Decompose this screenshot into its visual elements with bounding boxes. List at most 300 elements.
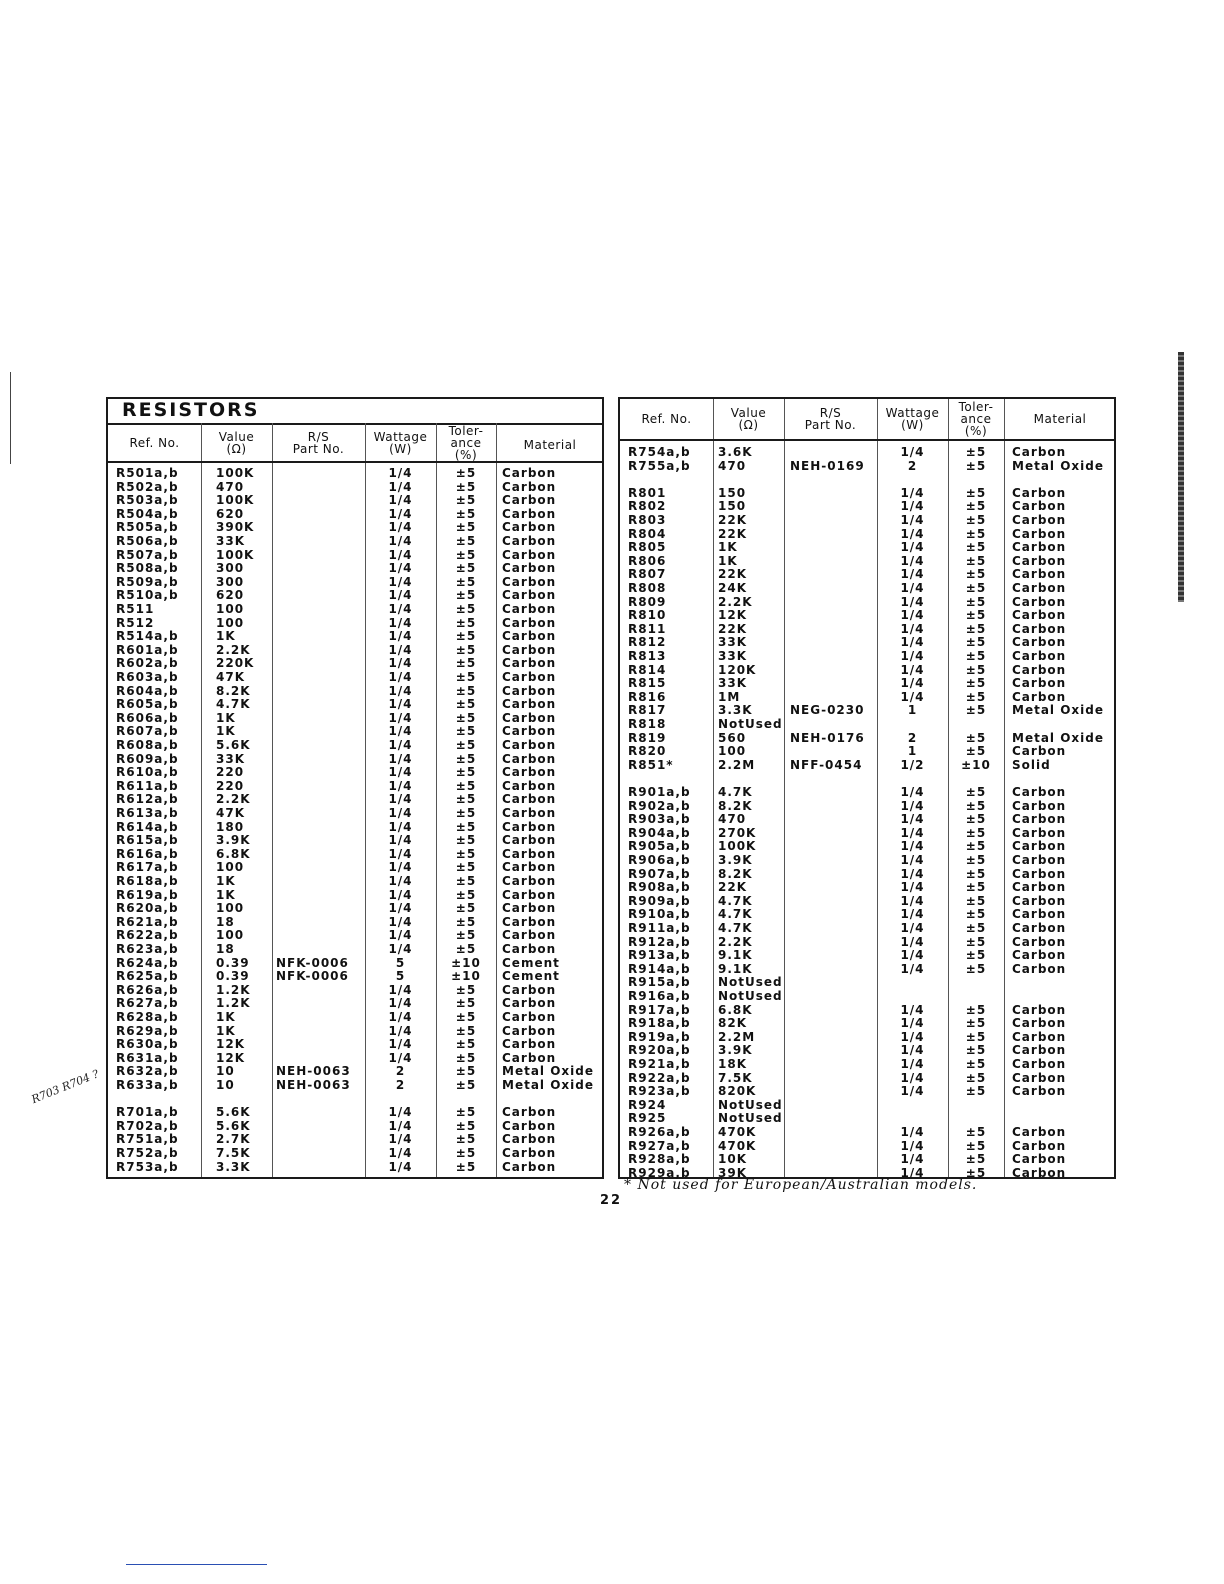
tolerance-cell: ±5 <box>455 479 477 494</box>
tolerance-cell: ±5 <box>455 466 477 480</box>
wattage-cell: 1/4 <box>388 615 413 630</box>
material-cell: Carbon <box>1012 1152 1067 1167</box>
tolerance-cell: ±5 <box>455 629 477 644</box>
value-cell: 22K <box>718 880 747 895</box>
value-cell: 180 <box>216 819 245 834</box>
wattage-cell: 1/4 <box>388 751 413 766</box>
material-cell: Carbon <box>1012 676 1067 691</box>
ref-cell: R918a,b <box>628 1016 691 1031</box>
wattage-cell: 1/4 <box>900 649 925 663</box>
material-cell: Metal Oxide <box>1012 730 1104 745</box>
ref-cell: R610a,b <box>116 765 179 780</box>
value-cell: 270K <box>718 825 757 840</box>
value-cell: 1.2K <box>216 996 251 1011</box>
ref-cell: R620a,b <box>116 901 179 916</box>
tolerance-cell: ±5 <box>965 839 987 854</box>
table-row <box>620 1058 1114 1071</box>
tolerance-cell: ±5 <box>455 1159 477 1174</box>
ref-cell: R911a,b <box>628 921 691 935</box>
table-row <box>620 827 1114 840</box>
value-cell: 100 <box>216 928 245 943</box>
part-no-cell: NFK-0006 <box>276 969 349 984</box>
tolerance-cell: ±5 <box>455 806 477 820</box>
tolerance-cell: ±5 <box>455 833 477 848</box>
tolerance-cell: ±5 <box>455 819 477 834</box>
ref-cell: R912a,b <box>628 934 691 949</box>
table-row <box>108 957 602 970</box>
wattage-cell: 1/4 <box>388 874 413 888</box>
ref-cell: R607a,b <box>116 724 179 739</box>
table-row <box>108 889 602 902</box>
ref-cell: R753a,b <box>116 1159 179 1174</box>
material-cell: Carbon <box>502 914 557 929</box>
tolerance-cell: ±5 <box>455 846 477 861</box>
wattage-cell: 1/4 <box>900 608 925 623</box>
table-row <box>620 840 1114 853</box>
wattage-cell: 1/4 <box>388 1146 413 1160</box>
table-row <box>108 848 602 861</box>
table-row <box>620 868 1114 881</box>
table-row <box>108 589 602 602</box>
material-cell: Carbon <box>1012 1016 1067 1031</box>
wattage-cell: 1/4 <box>900 1138 925 1153</box>
ref-cell: R815 <box>628 676 667 691</box>
part-no-cell: NEH-0063 <box>276 1078 351 1092</box>
material-cell: Carbon <box>1012 1084 1067 1099</box>
tolerance-cell: ±5 <box>455 602 477 616</box>
table-row <box>108 821 602 834</box>
tolerance-cell: ±5 <box>455 942 477 956</box>
ref-cell: R924 <box>628 1097 667 1112</box>
header-wattage: Wattage (W) <box>373 430 428 456</box>
tolerance-cell: ±5 <box>965 649 987 663</box>
material-cell: Carbon <box>502 683 557 698</box>
wattage-cell: 1/2 <box>900 757 925 772</box>
material-cell: Carbon <box>502 547 557 562</box>
table-row <box>620 691 1114 704</box>
wattage-cell: 1/4 <box>388 738 413 752</box>
wattage-cell: 2 <box>395 1064 406 1079</box>
material-cell: Carbon <box>502 1118 557 1133</box>
tolerance-cell: ±5 <box>455 1050 477 1065</box>
ref-cell: R928a,b <box>628 1152 691 1167</box>
ref-cell: R625a,b <box>116 969 179 984</box>
ref-cell: R633a,b <box>116 1078 179 1092</box>
tolerance-cell: ±5 <box>965 785 987 799</box>
table-row <box>108 1065 602 1078</box>
tolerance-cell: ±5 <box>455 928 477 943</box>
table-row <box>108 535 602 548</box>
table-row <box>108 1079 602 1092</box>
ref-cell: R919a,b <box>628 1029 691 1044</box>
tolerance-cell: ±5 <box>455 1146 477 1160</box>
value-cell: 820K <box>718 1084 757 1099</box>
value-cell: NotUsed <box>718 989 783 1003</box>
table-row <box>108 467 602 480</box>
wattage-cell: 1/4 <box>900 893 925 908</box>
value-cell: 33K <box>718 635 747 650</box>
value-cell: 5.6K <box>216 738 251 752</box>
wattage-cell: 1/4 <box>388 1023 413 1038</box>
material-cell: Carbon <box>502 874 557 888</box>
wattage-cell: 1/4 <box>388 683 413 698</box>
tolerance-cell: ±5 <box>965 689 987 704</box>
material-cell: Carbon <box>1012 961 1067 976</box>
header-ref: Ref. No. <box>129 436 180 450</box>
wattage-cell: 1/4 <box>900 934 925 949</box>
wattage-cell: 1/4 <box>900 499 925 514</box>
value-cell: 220 <box>216 765 245 780</box>
value-cell: 1K <box>718 540 738 555</box>
value-cell: 10 <box>216 1064 235 1079</box>
table-row <box>620 704 1114 717</box>
tolerance-cell: ±5 <box>455 615 477 630</box>
material-cell: Carbon <box>502 887 557 902</box>
tolerance-cell: ±5 <box>455 778 477 793</box>
value-cell: 8.2K <box>216 683 251 698</box>
wattage-cell: 1/4 <box>388 928 413 943</box>
wattage-cell: 1/4 <box>388 1050 413 1065</box>
table-row <box>620 555 1114 568</box>
table-row <box>620 596 1114 609</box>
tolerance-cell: ±5 <box>455 1078 477 1092</box>
ref-cell: R814 <box>628 662 667 677</box>
value-cell: 560 <box>718 730 747 745</box>
tolerance-cell: ±10 <box>961 757 991 772</box>
wattage-cell: 1/4 <box>388 588 413 603</box>
value-cell: 10 <box>216 1078 235 1092</box>
table-row <box>620 895 1114 908</box>
wattage-cell: 1/4 <box>388 1132 413 1147</box>
tolerance-cell: ±5 <box>965 513 987 527</box>
wattage-cell: 1/4 <box>388 996 413 1011</box>
tolerance-cell: ±5 <box>455 710 477 725</box>
tolerance-cell: ±5 <box>965 485 987 500</box>
table-row <box>620 745 1114 758</box>
value-cell: 300 <box>216 574 245 589</box>
value-cell: 18 <box>216 914 235 929</box>
material-cell: Carbon <box>1012 649 1067 663</box>
value-cell: 22K <box>718 526 747 541</box>
tolerance-cell: ±5 <box>965 1165 987 1180</box>
table-row <box>620 636 1114 649</box>
value-cell: 470 <box>216 479 245 494</box>
wattage-cell: 2 <box>395 1078 406 1092</box>
value-cell: 1M <box>718 689 741 704</box>
material-cell: Carbon <box>1012 608 1067 623</box>
wattage-cell: 1/4 <box>900 1029 925 1044</box>
table-row <box>108 834 602 847</box>
ref-cell: R702a,b <box>116 1118 179 1133</box>
table-row <box>620 949 1114 962</box>
material-cell: Carbon <box>502 996 557 1011</box>
ref-cell: R508a,b <box>116 561 179 576</box>
value-cell: 470K <box>718 1138 757 1153</box>
value-cell: 470K <box>718 1125 757 1139</box>
material-cell: Carbon <box>1012 812 1067 827</box>
wattage-cell: 1/4 <box>388 860 413 875</box>
wattage-cell: 1/4 <box>900 621 925 636</box>
tolerance-cell: ±5 <box>455 887 477 902</box>
wattage-cell: 1/4 <box>900 785 925 799</box>
wattage-cell: 1/4 <box>900 1043 925 1058</box>
table-row <box>620 1153 1114 1166</box>
table-row <box>620 759 1114 772</box>
tolerance-cell: ±5 <box>965 921 987 935</box>
wattage-cell: 1/4 <box>900 825 925 840</box>
ref-cell: R511 <box>116 602 155 616</box>
wattage-cell: 1/4 <box>388 697 413 712</box>
wattage-cell: 1/4 <box>900 907 925 922</box>
tolerance-cell: ±5 <box>455 1023 477 1038</box>
material-cell: Carbon <box>502 1010 557 1024</box>
wattage-cell: 1/4 <box>900 961 925 976</box>
tolerance-cell: ±5 <box>455 738 477 752</box>
ref-cell: R802 <box>628 499 667 514</box>
table-row <box>108 997 602 1010</box>
wattage-cell: 1/4 <box>388 887 413 902</box>
tolerance-cell: ±5 <box>965 948 987 963</box>
value-cell: 100 <box>216 901 245 916</box>
table-row <box>108 780 602 793</box>
ref-cell: R808 <box>628 581 667 595</box>
tolerance-cell: ±5 <box>965 1125 987 1139</box>
table-row <box>108 1011 602 1024</box>
ref-cell: R914a,b <box>628 961 691 976</box>
tolerance-cell: ±5 <box>965 1002 987 1017</box>
part-no-cell: NEG-0230 <box>790 703 865 718</box>
tolerance-cell: ±5 <box>455 1064 477 1079</box>
tolerance-cell: ±5 <box>965 567 987 582</box>
wattage-cell: 1/4 <box>900 594 925 609</box>
value-cell: 33K <box>718 676 747 691</box>
table-row <box>108 1147 602 1160</box>
wattage-cell: 1/4 <box>900 513 925 527</box>
wattage-cell: 1/4 <box>900 1125 925 1139</box>
table-row <box>108 807 602 820</box>
material-cell: Carbon <box>502 1159 557 1174</box>
ref-cell: R622a,b <box>116 928 179 943</box>
ref-cell: R751a,b <box>116 1132 179 1147</box>
part-no-cell: NEH-0169 <box>790 458 865 473</box>
material-cell: Carbon <box>502 656 557 671</box>
material-cell: Metal Oxide <box>1012 458 1104 473</box>
tolerance-cell: ±5 <box>455 561 477 576</box>
tolerance-cell: ±5 <box>965 1152 987 1167</box>
value-cell: 10K <box>718 1152 747 1167</box>
value-cell: 1K <box>216 1023 236 1038</box>
table-row <box>620 976 1114 989</box>
value-cell: 8.2K <box>718 866 753 881</box>
material-cell: Carbon <box>502 629 557 644</box>
ref-cell: R817 <box>628 703 667 718</box>
material-cell: Carbon <box>1012 1165 1067 1180</box>
material-cell: Carbon <box>1012 907 1067 922</box>
tolerance-cell: ±5 <box>455 1105 477 1120</box>
ref-cell: R623a,b <box>116 942 179 956</box>
wattage-cell: 1/4 <box>388 629 413 644</box>
ref-cell: R921a,b <box>628 1057 691 1071</box>
tolerance-cell: ±5 <box>455 996 477 1011</box>
header-rs-part: R/S Part No. <box>804 406 857 432</box>
ref-cell: R810 <box>628 608 667 623</box>
ref-cell: R925 <box>628 1111 667 1126</box>
value-cell: 4.7K <box>718 921 753 935</box>
wattage-cell: 1/4 <box>900 1057 925 1071</box>
table-row <box>108 698 602 711</box>
ref-cell: R851* <box>628 757 674 772</box>
material-cell: Carbon <box>1012 839 1067 854</box>
tolerance-cell: ±5 <box>455 792 477 807</box>
tolerance-cell: ±5 <box>965 553 987 568</box>
value-cell: 100K <box>718 839 757 854</box>
wattage-cell: 1/4 <box>900 853 925 867</box>
ref-cell: R927a,b <box>628 1138 691 1153</box>
table-row <box>620 772 1114 785</box>
wattage-cell: 1/4 <box>388 846 413 861</box>
ref-cell: R606a,b <box>116 710 179 725</box>
tolerance-cell: ±5 <box>455 574 477 589</box>
table-row <box>108 753 602 766</box>
table-row <box>620 1126 1114 1139</box>
material-cell: Carbon <box>502 466 557 480</box>
material-cell: Carbon <box>502 1105 557 1120</box>
tolerance-cell: ±5 <box>965 1070 987 1085</box>
wattage-cell: 1/4 <box>388 914 413 929</box>
table-row <box>620 813 1114 826</box>
ref-cell: R905a,b <box>628 839 691 854</box>
ref-cell: R510a,b <box>116 588 179 603</box>
material-cell: Carbon <box>1012 540 1067 555</box>
value-cell: 6.8K <box>718 1002 753 1017</box>
tolerance-cell: ±5 <box>965 934 987 949</box>
material-cell: Carbon <box>502 792 557 807</box>
material-cell: Carbon <box>502 520 557 535</box>
wattage-cell: 5 <box>395 969 406 984</box>
value-cell: 12K <box>718 608 747 623</box>
header-material: Material <box>1033 412 1087 426</box>
material-cell: Carbon <box>502 1050 557 1065</box>
value-cell: 33K <box>216 534 245 548</box>
table-row <box>108 1133 602 1146</box>
value-cell: 6.8K <box>216 846 251 861</box>
material-cell: Metal Oxide <box>1012 703 1104 718</box>
wattage-cell: 1/4 <box>900 526 925 541</box>
value-cell: 22K <box>718 567 747 582</box>
value-cell: 3.9K <box>216 833 251 848</box>
table-row <box>108 562 602 575</box>
table-row <box>108 1106 602 1119</box>
scan-edge-mark-right <box>1178 352 1184 602</box>
tolerance-cell: ±5 <box>965 581 987 595</box>
wattage-cell: 1/4 <box>900 798 925 813</box>
tolerance-cell: ±5 <box>965 1084 987 1099</box>
table-row <box>108 549 602 562</box>
value-cell: 2.2K <box>216 792 251 807</box>
material-cell: Carbon <box>1012 513 1067 527</box>
value-cell: 7.5K <box>216 1146 251 1160</box>
wattage-cell: 1/4 <box>388 724 413 739</box>
material-cell: Carbon <box>502 642 557 657</box>
part-no-cell: NFK-0006 <box>276 955 349 970</box>
tolerance-cell: ±5 <box>455 751 477 766</box>
table-row <box>108 644 602 657</box>
ref-cell: R907a,b <box>628 866 691 881</box>
value-cell: 8.2K <box>718 798 753 813</box>
value-cell: 100 <box>718 744 747 759</box>
value-cell: NotUsed <box>718 975 783 990</box>
ref-cell: R804 <box>628 526 667 541</box>
value-cell: 1K <box>216 710 236 725</box>
table-row <box>620 1099 1114 1112</box>
ref-cell: R619a,b <box>116 887 179 902</box>
value-cell: 3.3K <box>216 1159 251 1174</box>
ref-cell: R806 <box>628 553 667 568</box>
ref-cell: R755a,b <box>628 458 691 473</box>
ref-cell: R608a,b <box>116 738 179 752</box>
header-value: Value (Ω) <box>218 430 255 456</box>
value-cell: 1K <box>216 629 236 644</box>
tolerance-cell: ±5 <box>965 703 987 718</box>
tolerance-cell: ±5 <box>455 874 477 888</box>
material-cell: Carbon <box>1012 499 1067 514</box>
material-cell: Metal Oxide <box>502 1078 594 1092</box>
value-cell: 300 <box>216 561 245 576</box>
table-row <box>108 603 602 616</box>
value-cell: 100K <box>216 547 255 562</box>
tolerance-cell: ±5 <box>965 1043 987 1058</box>
tolerance-cell: ±5 <box>965 880 987 895</box>
tolerance-cell: ±5 <box>965 1057 987 1071</box>
value-cell: 22K <box>718 621 747 636</box>
resistors-table-right <box>618 397 1116 1179</box>
value-cell: 12K <box>216 1050 245 1065</box>
value-cell: 470 <box>718 812 747 827</box>
material-cell: Carbon <box>1012 567 1067 582</box>
value-cell: 1K <box>216 1010 236 1024</box>
table-row <box>620 1112 1114 1125</box>
material-cell: Carbon <box>1012 948 1067 963</box>
value-cell: 220 <box>216 778 245 793</box>
ref-cell: R617a,b <box>116 860 179 875</box>
wattage-cell: 1/4 <box>900 1016 925 1031</box>
tolerance-cell: ±5 <box>455 860 477 875</box>
table-row <box>108 712 602 725</box>
ref-cell: R615a,b <box>116 833 179 848</box>
header-divider <box>620 439 1114 441</box>
wattage-cell: 1/4 <box>900 1152 925 1167</box>
tolerance-cell: ±5 <box>455 765 477 780</box>
value-cell: NotUsed <box>718 717 783 731</box>
table-row <box>108 861 602 874</box>
wattage-cell: 5 <box>395 955 406 970</box>
material-cell: Carbon <box>502 901 557 916</box>
ref-cell: R506a,b <box>116 534 179 548</box>
material-cell: Carbon <box>1012 1002 1067 1017</box>
material-cell: Carbon <box>502 670 557 684</box>
material-cell: Carbon <box>502 928 557 943</box>
material-cell: Carbon <box>1012 798 1067 813</box>
tolerance-cell: ±5 <box>455 1010 477 1024</box>
material-cell: Carbon <box>502 615 557 630</box>
ref-cell: R929a,b <box>628 1165 691 1180</box>
value-cell: 7.5K <box>718 1070 753 1085</box>
wattage-cell: 1/4 <box>388 520 413 535</box>
table-row <box>108 1052 602 1065</box>
wattage-cell: 1/4 <box>900 581 925 595</box>
table-row <box>620 1072 1114 1085</box>
value-cell: 620 <box>216 506 245 521</box>
